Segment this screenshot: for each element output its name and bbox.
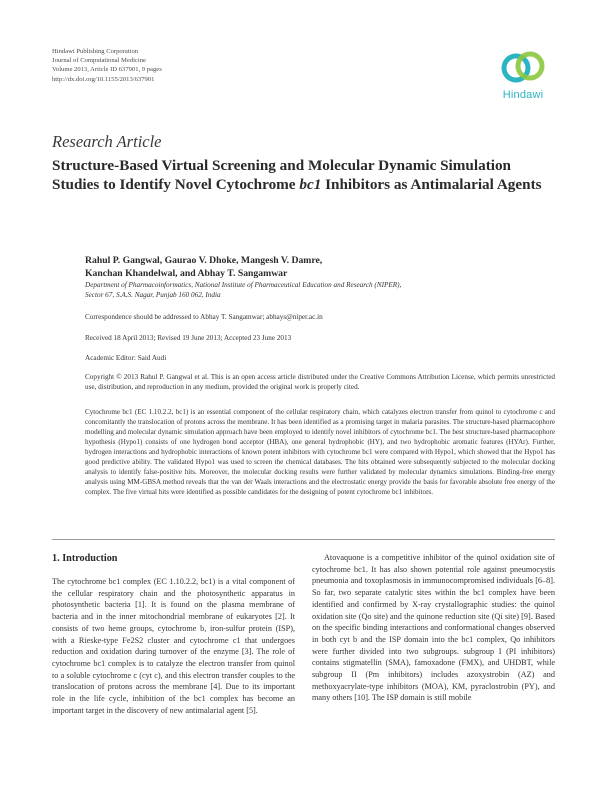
title-part-2: Inhibitors as Antimalarial Agents [321,176,542,194]
hindawi-logo [493,45,553,110]
affiliation [85,281,555,301]
affiliation-line-2: Sector 67, S.A.S. Nagar, Punjab 160 062, India [85,290,221,299]
article-dates: Received 18 April 2013; Revised 19 June 2013; Accepted 23 June 2013 [85,334,292,342]
hindawi-logo-icon [499,45,547,89]
volume-info: Volume 2013, Article ID 637901, 9 pages [52,66,162,74]
article-type: Research Article [52,132,162,151]
publisher-name: Hindawi Publishing Corporation [52,48,139,55]
body-column-left [52,552,295,716]
article-title [52,156,562,195]
copyright-notice: Copyright © 2013 Rahul P. Gangwal et al. This is an open access article distributed under the Creative Commons Attribution License, which permits unrestricted use, distribution, and reproduction in any medium, provided the original work is properly cited. [85,373,555,391]
abstract: Cytochrome bc1 (EC 1.10.2.2, bc1) is an essential component of the cellular respiratory chain, which catalyzes electron transfer from quinol to cytochrome c and concomitantly the translocation of protons across the membrane. It has been identified as a promising target in malaria parasites. The structure-based pharmacophore modelling and molecular dynamic simulation approach have been employed to identify novel inhibitors of cytochrome bc1. The best structure-based pharmacophore hypothesis (Hypo1) consists of one hydrogen bond acceptor (HBA), one general hydrophobic (HY), and two hydrophobic aromatic features (HYAr). Further, hydrogen interactions and hydrophobic interactions of known potent inhibitors with cytochrome bc1 were compared with Hypo1, which showed that the Hypo1 has good predictive ability. The validated Hypo1 was used to screen the chemical databases. The hits obtained were subsequently subjected to the molecular docking analysis to identify false-positive hits. Moreover, the molecular docking results were further validated by molecular dynamics simulations. Binding-free energy analysis using MM-GBSA method reveals that the van der Waals interactions and the electrostatic energy provide the basis for favorable absolute free energy of the complex. The five virtual hits were identified as possible candidates for the designing of potent cytochrome bc1 inhibitors. [85,408,555,496]
authors-line-2: Kanchan Khandelwal, and Abhay T. Sangamwar [85,268,288,279]
intro-paragraph-1: The cytochrome bc1 complex (EC 1.10.2.2, bc1) is a vital component of the cellular respiratory chain and the photosynthetic apparatus in photosynthetic bacteria [1]. It is found on the plasma membrane of bacteria and in the inner mitochondrial membrane of eukaryotes [2]. It consists of two heme groups, cytochrome b, iron-sulfur protein (ISP), with a Rieske-type Fe2S2 cluster and cytochrome c1 that undergoes reduction and oxidation during turnover of the enzyme [3]. The role of cytochrome bc1 complex is to catalyze the electron transfer from quinol to a soluble cytochrome c (cyt c), and this electron transfer couples to the translocation of protons across the membrane [4]. Due to its important role in the life cycle, inhibition of the bc1 complex has become an important target in the discovery of new antimalarial agent [5]. [52,577,295,715]
section-divider [52,539,555,540]
journal-name: Journal of Computational Medicine [52,57,146,65]
intro-paragraph-2: Atovaquone is a competitive inhibitor of the quinol oxidation site of cytochrome bc1. It has also shown potential role against pneumocystis pneumonia and toxoplasmosis in immunocompromised individuals [6–8]. So far, two separate catalytic sites within the bc1 complex have been identified and confirmed by X-ray crystallographic studies: the quinol oxidation site (Qo site) and the quinone reduction site (Qi site) [9]. Based on the specific binding interactions and conformational changes observed in both cyt b and the ISP domain into the bc1 complex, Qo inhibitors were further divided into two subgroups. subgroup I (PI inhibitors) contains stigmatellin (SMA), famoxadone (FMX), and UHDBT, while subgroup II (Pm inhibitors) includes azoxystrobin (AZ) and methoxyacrylate-type inhibitors (MOA), KM, pyraclostrobin (PY), and many others [10]. The ISP domain is still mobile [312,553,555,703]
logo-wordmark: Hindawi [502,89,544,101]
author-list [85,254,555,280]
publisher-info [52,47,162,84]
affiliation-line-1: Department of Pharmacoinformatics, National Institute of Pharmaceutical Education and Research (NIPER), [85,281,402,289]
title-part-1: Structure-Based Virtual Screening and Molecular Dynamic Simulation Studies to Identify Novel Cytochrome [52,157,512,194]
section-heading-introduction: 1. Introduction [52,553,118,564]
doi-link[interactable]: http://dx.doi.org/10.1155/2013/637901 [52,75,155,83]
title-gene: bc1 [299,176,322,194]
body-column-right [312,552,555,704]
academic-editor: Academic Editor: Said Audi [85,354,167,362]
authors-line-1: Rahul P. Gangwal, Gaurao V. Dhoke, Mangesh V. Damre, [85,255,323,266]
correspondence: Correspondence should be addressed to Abhay T. Sangamwar; abhays@niper.ac.in [85,313,323,321]
